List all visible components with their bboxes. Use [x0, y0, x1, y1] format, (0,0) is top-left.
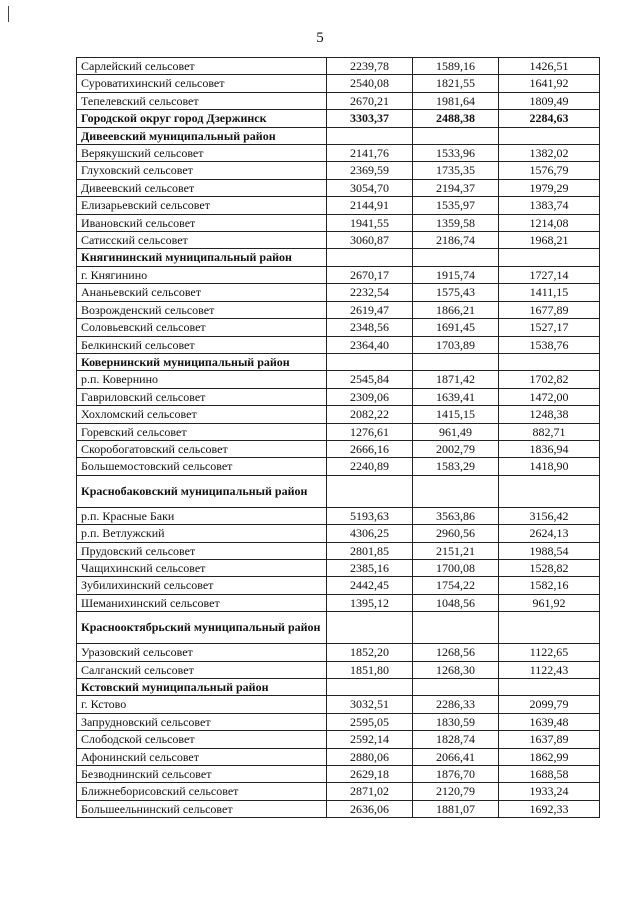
- row-name-cell: Сарлейский сельсовет: [77, 58, 327, 75]
- row-value-2-cell: 1575,43: [413, 284, 499, 301]
- page-number: 5: [316, 30, 324, 46]
- row-value-3-cell: 2099,79: [499, 696, 600, 713]
- row-value-1-cell: 2442,45: [327, 577, 413, 594]
- row-name-cell: Хохломский сельсовет: [77, 406, 327, 423]
- row-value-2-cell: 1700,08: [413, 559, 499, 576]
- row-value-1-cell: 2364,40: [327, 336, 413, 353]
- row-value-1-cell: 2144,91: [327, 197, 413, 214]
- row-value-3-cell: 1382,02: [499, 145, 600, 162]
- row-value-3-cell: [499, 679, 600, 696]
- table-row: [77, 371, 600, 388]
- row-value-1-cell: 2141,76: [327, 145, 413, 162]
- row-value-3-cell: 1576,79: [499, 162, 600, 179]
- table-row: [77, 301, 600, 318]
- row-name-cell: Дивеевский сельсовет: [77, 179, 327, 196]
- row-value-3-cell: 1122,65: [499, 644, 600, 661]
- row-value-1-cell: 2540,08: [327, 75, 413, 92]
- row-name-cell: Суроватихинский сельсовет: [77, 75, 327, 92]
- row-value-2-cell: 1881,07: [413, 800, 499, 817]
- row-value-2-cell: 2960,56: [413, 525, 499, 542]
- row-value-1-cell: 2871,02: [327, 783, 413, 800]
- row-name-cell: Гавриловский сельсовет: [77, 388, 327, 405]
- table-row: [77, 577, 600, 594]
- table-row: [77, 284, 600, 301]
- row-name-cell: Сатисский сельсовет: [77, 232, 327, 249]
- table-row: [77, 696, 600, 713]
- row-value-1-cell: 5193,63: [327, 507, 413, 524]
- row-value-1-cell: [327, 249, 413, 266]
- row-value-3-cell: 1472,00: [499, 388, 600, 405]
- row-name-cell: Елизарьевский сельсовет: [77, 197, 327, 214]
- row-value-3-cell: 1988,54: [499, 542, 600, 559]
- row-name-cell: Княгининский муниципальный район: [77, 249, 327, 266]
- row-name-cell: Краснооктябрьский муниципальный район: [77, 612, 327, 644]
- row-value-2-cell: 2286,33: [413, 696, 499, 713]
- table-row: [77, 507, 600, 524]
- row-value-2-cell: 1866,21: [413, 301, 499, 318]
- row-value-2-cell: 1415,15: [413, 406, 499, 423]
- row-value-2-cell: 1981,64: [413, 92, 499, 109]
- row-value-3-cell: 882,71: [499, 423, 600, 440]
- row-value-1-cell: 3032,51: [327, 696, 413, 713]
- row-value-1-cell: [327, 353, 413, 370]
- row-value-2-cell: 2488,38: [413, 110, 499, 127]
- row-value-1-cell: [327, 475, 413, 507]
- row-value-3-cell: 1933,24: [499, 783, 600, 800]
- row-value-1-cell: 2369,59: [327, 162, 413, 179]
- row-value-2-cell: [413, 353, 499, 370]
- row-value-1-cell: 2232,54: [327, 284, 413, 301]
- row-name-cell: Уразовский сельсовет: [77, 644, 327, 661]
- row-value-1-cell: [327, 612, 413, 644]
- row-name-cell: Ивановский сельсовет: [77, 214, 327, 231]
- row-value-3-cell: 1677,89: [499, 301, 600, 318]
- row-value-3-cell: [499, 612, 600, 644]
- row-value-3-cell: 1383,74: [499, 197, 600, 214]
- table-row: [77, 525, 600, 542]
- row-value-2-cell: 1735,35: [413, 162, 499, 179]
- row-value-2-cell: 3563,86: [413, 507, 499, 524]
- table-row: [77, 458, 600, 475]
- row-value-3-cell: 2284,63: [499, 110, 600, 127]
- table-row: [77, 319, 600, 336]
- row-name-cell: Краснобаковский муниципальный район: [77, 475, 327, 507]
- row-value-1-cell: 2239,78: [327, 58, 413, 75]
- row-value-2-cell: 1876,70: [413, 766, 499, 783]
- row-name-cell: Салганский сельсовет: [77, 661, 327, 678]
- row-value-2-cell: 1828,74: [413, 731, 499, 748]
- table-row: [77, 266, 600, 283]
- row-value-1-cell: 2619,47: [327, 301, 413, 318]
- table-row: [77, 388, 600, 405]
- row-value-3-cell: 1418,90: [499, 458, 600, 475]
- row-value-2-cell: 1754,22: [413, 577, 499, 594]
- row-value-2-cell: 1691,45: [413, 319, 499, 336]
- row-value-2-cell: 1830,59: [413, 713, 499, 730]
- row-value-2-cell: 1639,41: [413, 388, 499, 405]
- table-row: [77, 748, 600, 765]
- table-section-header: [77, 612, 600, 644]
- table-row: [77, 731, 600, 748]
- row-value-2-cell: [413, 249, 499, 266]
- row-name-cell: Верякушский сельсовет: [77, 145, 327, 162]
- table-row: [77, 214, 600, 231]
- row-value-2-cell: 1268,30: [413, 661, 499, 678]
- table-row: [77, 179, 600, 196]
- table-row: [77, 75, 600, 92]
- table-section-header: [77, 353, 600, 370]
- row-name-cell: Тепелевский сельсовет: [77, 92, 327, 109]
- row-value-3-cell: [499, 127, 600, 144]
- row-value-3-cell: 1528,82: [499, 559, 600, 576]
- row-value-2-cell: 2066,41: [413, 748, 499, 765]
- row-value-2-cell: 1048,56: [413, 594, 499, 611]
- table-section-header: [77, 475, 600, 507]
- row-value-3-cell: 1411,15: [499, 284, 600, 301]
- row-name-cell: Большеельнинский сельсовет: [77, 800, 327, 817]
- row-name-cell: Городской округ город Дзержинск: [77, 110, 327, 127]
- row-name-cell: Слободской сельсовет: [77, 731, 327, 748]
- row-value-3-cell: [499, 249, 600, 266]
- row-name-cell: Дивеевский муниципальный район: [77, 127, 327, 144]
- row-value-1-cell: 4306,25: [327, 525, 413, 542]
- row-value-3-cell: [499, 353, 600, 370]
- table-row: [77, 92, 600, 109]
- table-row: [77, 162, 600, 179]
- row-value-1-cell: 2666,16: [327, 440, 413, 457]
- row-name-cell: Зубилихинский сельсовет: [77, 577, 327, 594]
- row-value-3-cell: 1527,17: [499, 319, 600, 336]
- row-value-1-cell: 2545,84: [327, 371, 413, 388]
- row-value-2-cell: 2194,37: [413, 179, 499, 196]
- row-name-cell: Ананьевский сельсовет: [77, 284, 327, 301]
- row-value-2-cell: [413, 679, 499, 696]
- row-value-1-cell: 1851,80: [327, 661, 413, 678]
- row-value-1-cell: 2385,16: [327, 559, 413, 576]
- row-name-cell: Запрудновский сельсовет: [77, 713, 327, 730]
- row-value-2-cell: 2002,79: [413, 440, 499, 457]
- row-value-3-cell: 961,92: [499, 594, 600, 611]
- row-value-1-cell: 1852,20: [327, 644, 413, 661]
- data-table: [76, 57, 600, 818]
- table-row: [77, 58, 600, 75]
- row-value-3-cell: 1426,51: [499, 58, 600, 75]
- row-name-cell: г. Княгинино: [77, 266, 327, 283]
- row-value-3-cell: 1641,92: [499, 75, 600, 92]
- row-name-cell: Чащихинский сельсовет: [77, 559, 327, 576]
- row-value-3-cell: 1639,48: [499, 713, 600, 730]
- row-name-cell: р.п. Ковернино: [77, 371, 327, 388]
- row-value-1-cell: 1276,61: [327, 423, 413, 440]
- row-value-3-cell: 1637,89: [499, 731, 600, 748]
- table-row: [77, 594, 600, 611]
- row-value-2-cell: 2120,79: [413, 783, 499, 800]
- row-value-3-cell: 1688,58: [499, 766, 600, 783]
- row-value-3-cell: 1809,49: [499, 92, 600, 109]
- row-name-cell: Соловьевский сельсовет: [77, 319, 327, 336]
- row-value-1-cell: 3054,70: [327, 179, 413, 196]
- row-name-cell: Шеманихинский сельсовет: [77, 594, 327, 611]
- row-value-2-cell: [413, 612, 499, 644]
- row-value-2-cell: 1583,29: [413, 458, 499, 475]
- row-name-cell: Большемостовский сельсовет: [77, 458, 327, 475]
- table-section-header: [77, 249, 600, 266]
- table-section-header: [77, 127, 600, 144]
- row-value-2-cell: 1589,16: [413, 58, 499, 75]
- row-value-2-cell: 1915,74: [413, 266, 499, 283]
- row-value-1-cell: [327, 127, 413, 144]
- table-row: [77, 661, 600, 678]
- table-row: [77, 406, 600, 423]
- row-value-2-cell: 1533,96: [413, 145, 499, 162]
- table-row: [77, 644, 600, 661]
- table-row: [77, 197, 600, 214]
- row-value-1-cell: 2629,18: [327, 766, 413, 783]
- row-value-1-cell: 3060,87: [327, 232, 413, 249]
- row-value-2-cell: 2186,74: [413, 232, 499, 249]
- table-row: [77, 713, 600, 730]
- row-value-1-cell: 2240,89: [327, 458, 413, 475]
- row-value-2-cell: 1821,55: [413, 75, 499, 92]
- row-value-1-cell: 2595,05: [327, 713, 413, 730]
- row-name-cell: Горевский сельсовет: [77, 423, 327, 440]
- table-section-header: [77, 679, 600, 696]
- row-name-cell: Афонинский сельсовет: [77, 748, 327, 765]
- row-value-3-cell: 1968,21: [499, 232, 600, 249]
- row-name-cell: Белкинский сельсовет: [77, 336, 327, 353]
- row-value-3-cell: 1702,82: [499, 371, 600, 388]
- row-value-3-cell: 1836,94: [499, 440, 600, 457]
- row-value-3-cell: 1862,99: [499, 748, 600, 765]
- table-row: [77, 110, 600, 127]
- row-value-1-cell: 2670,21: [327, 92, 413, 109]
- table-row: [77, 559, 600, 576]
- row-value-3-cell: 2624,13: [499, 525, 600, 542]
- row-value-1-cell: 2348,56: [327, 319, 413, 336]
- table-row: [77, 145, 600, 162]
- table-row: [77, 440, 600, 457]
- row-value-1-cell: 2592,14: [327, 731, 413, 748]
- row-value-2-cell: 1268,56: [413, 644, 499, 661]
- table-body: [77, 58, 600, 818]
- row-value-1-cell: 2670,17: [327, 266, 413, 283]
- row-name-cell: Безводнинский сельсовет: [77, 766, 327, 783]
- row-value-1-cell: 1395,12: [327, 594, 413, 611]
- row-name-cell: р.п. Красные Баки: [77, 507, 327, 524]
- table-row: [77, 800, 600, 817]
- row-value-1-cell: 2801,85: [327, 542, 413, 559]
- row-value-2-cell: 1535,97: [413, 197, 499, 214]
- row-value-3-cell: 1248,38: [499, 406, 600, 423]
- row-value-2-cell: [413, 127, 499, 144]
- row-value-3-cell: 1214,08: [499, 214, 600, 231]
- row-value-1-cell: 1941,55: [327, 214, 413, 231]
- row-name-cell: Скоробогатовский сельсовет: [77, 440, 327, 457]
- table-row: [77, 542, 600, 559]
- row-value-3-cell: [499, 475, 600, 507]
- row-value-1-cell: 2636,06: [327, 800, 413, 817]
- row-value-3-cell: 3156,42: [499, 507, 600, 524]
- table-row: [77, 423, 600, 440]
- row-value-3-cell: 1979,29: [499, 179, 600, 196]
- row-value-2-cell: 1871,42: [413, 371, 499, 388]
- row-value-1-cell: 2309,06: [327, 388, 413, 405]
- row-name-cell: Возрожденский сельсовет: [77, 301, 327, 318]
- row-value-3-cell: 1727,14: [499, 266, 600, 283]
- row-value-2-cell: 1703,89: [413, 336, 499, 353]
- edge-mark: [8, 6, 9, 22]
- row-value-3-cell: 1692,33: [499, 800, 600, 817]
- row-value-3-cell: 1538,76: [499, 336, 600, 353]
- row-value-2-cell: 2151,21: [413, 542, 499, 559]
- row-value-1-cell: 2082,22: [327, 406, 413, 423]
- row-value-3-cell: 1582,16: [499, 577, 600, 594]
- table-row: [77, 232, 600, 249]
- row-value-2-cell: 1359,58: [413, 214, 499, 231]
- row-value-2-cell: 961,49: [413, 423, 499, 440]
- row-value-1-cell: [327, 679, 413, 696]
- table-row: [77, 336, 600, 353]
- row-name-cell: г. Кстово: [77, 696, 327, 713]
- row-value-3-cell: 1122,43: [499, 661, 600, 678]
- table-row: [77, 766, 600, 783]
- row-name-cell: Глуховский сельсовет: [77, 162, 327, 179]
- row-value-1-cell: 2880,06: [327, 748, 413, 765]
- row-name-cell: р.п. Ветлужский: [77, 525, 327, 542]
- row-value-1-cell: 3303,37: [327, 110, 413, 127]
- row-value-2-cell: [413, 475, 499, 507]
- row-name-cell: Кстовский муниципальный район: [77, 679, 327, 696]
- row-name-cell: Ковернинский муниципальный район: [77, 353, 327, 370]
- row-name-cell: Ближнеборисовский сельсовет: [77, 783, 327, 800]
- row-name-cell: Прудовский сельсовет: [77, 542, 327, 559]
- table-row: [77, 783, 600, 800]
